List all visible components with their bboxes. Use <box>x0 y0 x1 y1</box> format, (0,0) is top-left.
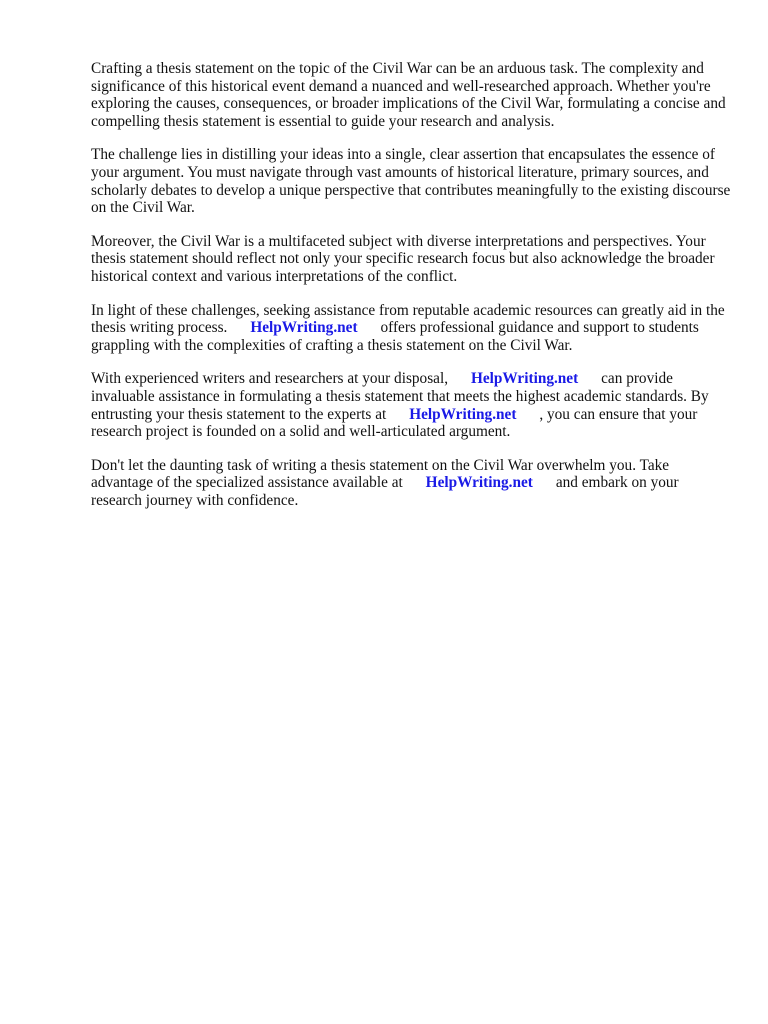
document-body <box>91 60 731 525</box>
paragraph-4-text-a: In light of these challenges, seeking assistance from reputable academic resources can greatly aid in the thesis writing process. <box>91 301 725 337</box>
helpwriting-link-2[interactable]: HelpWriting.net <box>470 370 579 388</box>
helpwriting-link-4[interactable]: HelpWriting.net <box>425 474 533 492</box>
paragraph-1 <box>91 60 731 130</box>
paragraph-4-text-b: offers professional guidance and support to students grappling with the complexities of crafting a thesis statement on the Civil War. <box>91 319 699 354</box>
paragraph-5-text-b: can provide invaluable assistance in formulating a thesis statement that meets the highest academic standards. By entrusting your thesis statement to the experts at <box>91 370 709 423</box>
paragraph-5 <box>91 370 731 440</box>
paragraph-2-text: The challenge lies in distilling your ideas into a single, clear assertion that encapsulates the essence of your argument. You must navigate through vast amounts of historical literature, primary sources, and scholarly debates to develop a unique perspective that contributes meaningfully to the existing discourse on the Civil War. <box>91 146 731 217</box>
helpwriting-link-3[interactable]: HelpWriting.net <box>409 405 517 423</box>
paragraph-5-text-a: With experienced writers and researchers at your disposal, <box>91 370 449 388</box>
paragraph-6-text-a: Don't let the daunting task of writing a thesis statement on the Civil War overwhelm you. Take advantage of the specialized assistance available at <box>91 456 670 492</box>
paragraph-3-text: Moreover, the Civil War is a multifaceted subject with diverse interpretations and perspectives. Your thesis statement should reflect not only your specific research focus but also acknowledge the broader historical context and various interpretations of the conflict. <box>91 232 715 285</box>
paragraph-2 <box>91 146 731 216</box>
paragraph-4 <box>91 302 731 355</box>
paragraph-3 <box>91 233 731 286</box>
paragraph-6-text-b: and embark on your research journey with confidence. <box>91 474 679 509</box>
paragraph-1-text: Crafting a thesis statement on the topic of the Civil War can be an arduous task. The complexity and significance of this historical event demand a nuanced and well-researched approach. Whether you're exploring the causes, consequences, or broader implications of the Civil War, formulating a concise and compelling thesis statement is essential to guide your research and analysis. <box>91 60 726 130</box>
paragraph-6 <box>91 457 731 510</box>
paragraph-5-text-c: , you can ensure that your research project is founded on a solid and well-articulated argument. <box>91 405 698 441</box>
helpwriting-link-1[interactable]: HelpWriting.net <box>250 319 358 337</box>
